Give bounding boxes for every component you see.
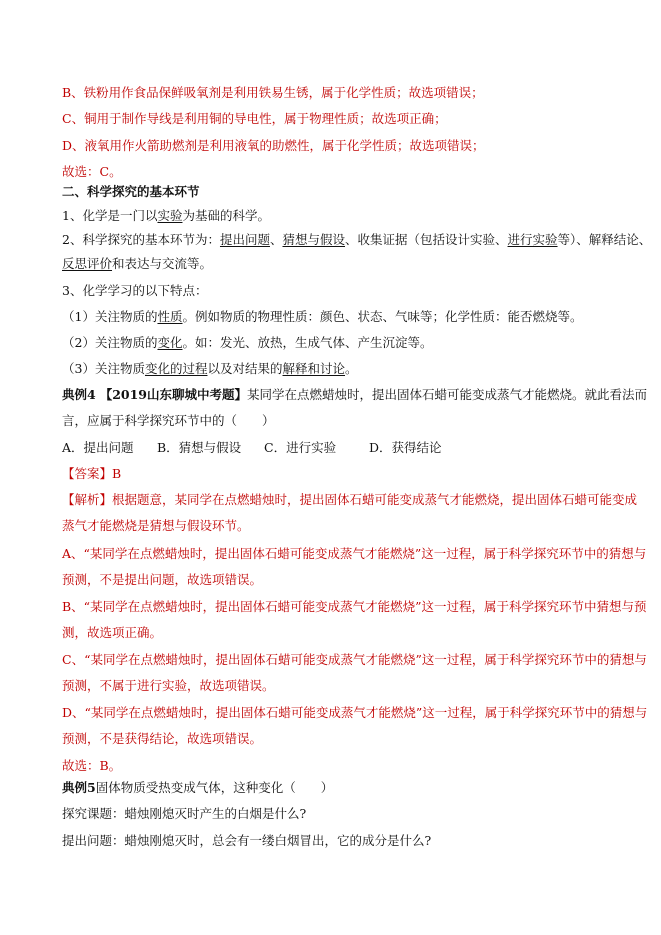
analysis-d-line2: 预测，不是获得结论，故选项错误。	[62, 731, 263, 746]
prev-conclusion: 故选：C。	[62, 164, 122, 179]
option-c: C．进行实验	[264, 440, 337, 455]
analysis-c-line2: 预测，不属于进行实验，故选项错误。	[62, 678, 275, 693]
example4-conclusion: 故选：B。	[62, 758, 122, 773]
example4-label: 典例4	[62, 387, 96, 402]
option-b: B．猜想与假设	[157, 440, 242, 455]
analysis-a-line2: 预测，不是提出问题，故选项错误。	[62, 572, 263, 587]
option-a: A．提出问题	[62, 440, 134, 455]
section-item-2-cont: 反思评价和表达与交流等。	[62, 256, 213, 271]
example4-source: 【2019山东聊城中考题】	[99, 387, 247, 402]
section-item-2: 2、科学探究的基本环节为：提出问题、猜想与假设、收集证据（包括设计实验、进行实验等）、解释结论、	[62, 232, 652, 247]
prev-option-c: C、铜用于制作导线是利用铜的导电性，属于物理性质；故选项正确；	[62, 111, 447, 126]
example5-problem: 提出问题：蜡烛刚熄灭时，总会有一缕白烟冒出，它的成分是什么?	[62, 833, 432, 848]
example4-question-cont: 言，应属于科学探究环节中的（ ）	[62, 413, 275, 428]
analysis-b-line1: B、“某同学在点燃蜡烛时，提出固体石蜡可能变成蒸气才能燃烧”这一过程，属于科学探究环节中猜想与预	[62, 599, 647, 614]
example4-options	[62, 440, 442, 456]
example5-topic: 探究课题：蜡烛刚熄灭时产生的白烟是什么?	[62, 806, 307, 821]
analysis-a-line1: A、“某同学在点燃蜡烛时，提出固体石蜡可能变成蒸气才能燃烧”这一过程，属于科学探究环节中的猜想与	[62, 546, 647, 561]
section-heading: 二、科学探究的基本环节	[62, 184, 200, 199]
section-sub-1: （1）关注物质的性质。例如物质的物理性质：颜色、状态、气味等；化学性质：能否燃烧等。	[62, 309, 583, 324]
section-sub-3: （3）关注物质变化的过程以及对结果的解释和讨论。	[62, 361, 358, 376]
example4-analysis-cont: 蒸气才能燃烧是猜想与假设环节。	[62, 518, 250, 533]
example5-question: 典例5固体物质受热变成气体，这种变化（ ）	[62, 780, 334, 795]
option-d: D．获得结论	[369, 440, 442, 455]
prev-option-d: D、液氧用作火箭助燃剂是利用液氧的助燃性，属于化学性质；故选项错误；	[62, 138, 485, 153]
section-item-1: 1、化学是一门以实验为基础的科学。	[62, 208, 270, 223]
analysis-d-line1: D、“某同学在点燃蜡烛时，提出固体石蜡可能变成蒸气才能燃烧”这一过程，属于科学探究环节中的猜想与	[62, 705, 648, 720]
prev-option-b: B、铁粉用作食品保鲜吸氧剂是利用铁易生锈，属于化学性质；故选项错误；	[62, 85, 484, 100]
example5-label: 典例5	[62, 780, 96, 795]
example4-analysis: 【解析】根据题意，某同学在点燃蜡烛时，提出固体石蜡可能变成蒸气才能燃烧，提出固体石蜡可能变成	[62, 492, 638, 507]
analysis-c-line1: C、“某同学在点燃蜡烛时，提出固体石蜡可能变成蒸气才能燃烧”这一过程，属于科学探究环节中的猜想与	[62, 652, 647, 667]
analysis-b-line2: 测，故选项正确。	[62, 625, 163, 640]
example4-answer: 【答案】B	[62, 466, 122, 481]
section-item-3: 3、化学学习的以下特点：	[62, 283, 208, 298]
section-sub-2: （2）关注物质的变化。如：发光、放热，生成气体、产生沉淀等。	[62, 335, 433, 350]
example4-question: 典例4 【2019山东聊城中考题】某同学在点燃蜡烛时，提出固体石蜡可能变成蒸气才能燃烧。就此看法而	[62, 387, 647, 402]
